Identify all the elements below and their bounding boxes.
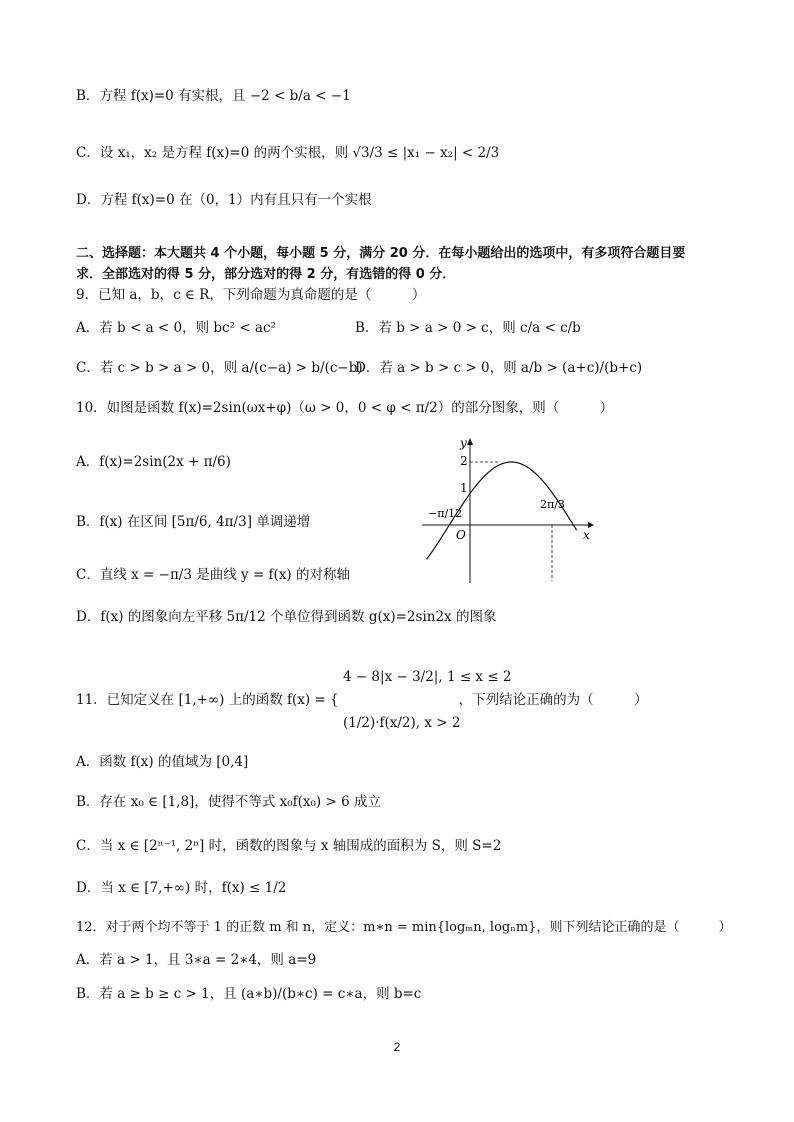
q10-option-a: A．f(x)=2sin(2x + π/6) — [76, 454, 231, 470]
x-axis-label: x — [583, 528, 590, 542]
q11-piece-bottom — [76, 713, 460, 733]
q9-option-d: D．若 a > b > c > 0，则 a/b > (a+c)/(b+c) — [355, 360, 643, 376]
q11-stem — [76, 690, 648, 710]
y-tick-1: 1 — [460, 481, 468, 495]
q12-option-b: B．若 a ≥ b ≥ c > 1，且 (a∗b)/(b∗c) = c∗a，则 b=c — [76, 986, 422, 1002]
q11-piece-bottom-text: (1/2)·f(x/2), x > 2 — [342, 715, 461, 731]
q10-stem: 10．如图是函数 f(x)=2sin(ωx+φ)（ω > 0，0 < φ < π/2）的部分图象，则（ ） — [76, 400, 614, 416]
q11-piece-top — [76, 667, 512, 687]
origin-label: O — [456, 528, 466, 542]
q9-stem: 9．已知 a，b，c ∈ R，下列命题为真命题的是（ ） — [76, 287, 426, 303]
x-tick-pos: 2π/3 — [540, 498, 565, 511]
q8-option-d: D．方程 f(x)=0 在（0，1）内有且只有一个实根 — [76, 192, 372, 208]
page-number: 2 — [393, 1040, 401, 1054]
q11-option-b: B．存在 x₀ ∈ [1,8]，使得不等式 x₀f(x₀) > 6 成立 — [76, 794, 381, 810]
y-axis-arrow-icon — [467, 438, 473, 445]
section-2-heading: 二、选择题：本大题共 4 个小题，每小题 5 分，满分 20 分．在每小题给出的选项中，有多项符合题目要 — [76, 246, 686, 261]
q8-option-b: B．方程 f(x)=0 有实根，且 −2 < b/a < −1 — [76, 88, 351, 104]
q8-option-c: C．设 x₁，x₂ 是方程 f(x)=0 的两个实根，则 √3/3 ≤ |x₁ − x₂| < 2/3 — [76, 145, 500, 161]
y-axis-label: y — [460, 436, 467, 450]
q9-option-b: B．若 b > a > 0 > c，则 c/a < c/b — [355, 320, 581, 336]
q11-option-c: C．当 x ∈ [2ⁿ⁻¹, 2ⁿ] 时，函数的图象与 x 轴围成的面积为 S，则 S=2 — [76, 838, 502, 854]
q10-option-c: C．直线 x = −π/3 是曲线 y = f(x) 的对称轴 — [76, 567, 350, 583]
q11-piece-top-text: 4 − 8|x − 3/2|, 1 ≤ x ≤ 2 — [342, 669, 512, 685]
x-tick-neg: −π/12 — [428, 507, 463, 520]
section-2-heading-cont: 求．全部选对的得 5 分，部分选对的得 2 分，有选错的得 0 分． — [76, 267, 456, 282]
q10-option-d: D．f(x) 的图象向左平移 5π/12 个单位得到函数 g(x)=2sin2x 的图象 — [76, 609, 497, 625]
q12-option-a: A．若 a > 1，且 3∗a = 2∗4，则 a=9 — [76, 952, 317, 968]
q11-stem-text: 11．已知定义在 [1,+∞) 上的函数 f(x) = { — [76, 692, 339, 708]
y-tick-2: 2 — [460, 454, 468, 468]
q9-option-a: A．若 b < a < 0，则 bc² < ac² — [76, 320, 276, 336]
q10-sine-graph — [420, 435, 595, 585]
q12-stem: 12．对于两个均不等于 1 的正数 m 和 n，定义：m∗n = min{logₘn, logₙm}，则下列结论正确的是（ ） — [76, 920, 732, 935]
q11-option-a: A．函数 f(x) 的值域为 [0,4] — [76, 754, 249, 770]
q9-option-c: C．若 c > b > a > 0，则 a/(c−a) > b/(c−b) — [76, 360, 363, 376]
q11-stem-tail: ，下列结论正确的为（ ） — [458, 692, 648, 708]
q10-option-b: B．f(x) 在区间 [5π/6, 4π/3] 单调递增 — [76, 514, 311, 530]
q11-option-d: D．当 x ∈ [7,+∞) 时，f(x) ≤ 1/2 — [76, 880, 287, 896]
